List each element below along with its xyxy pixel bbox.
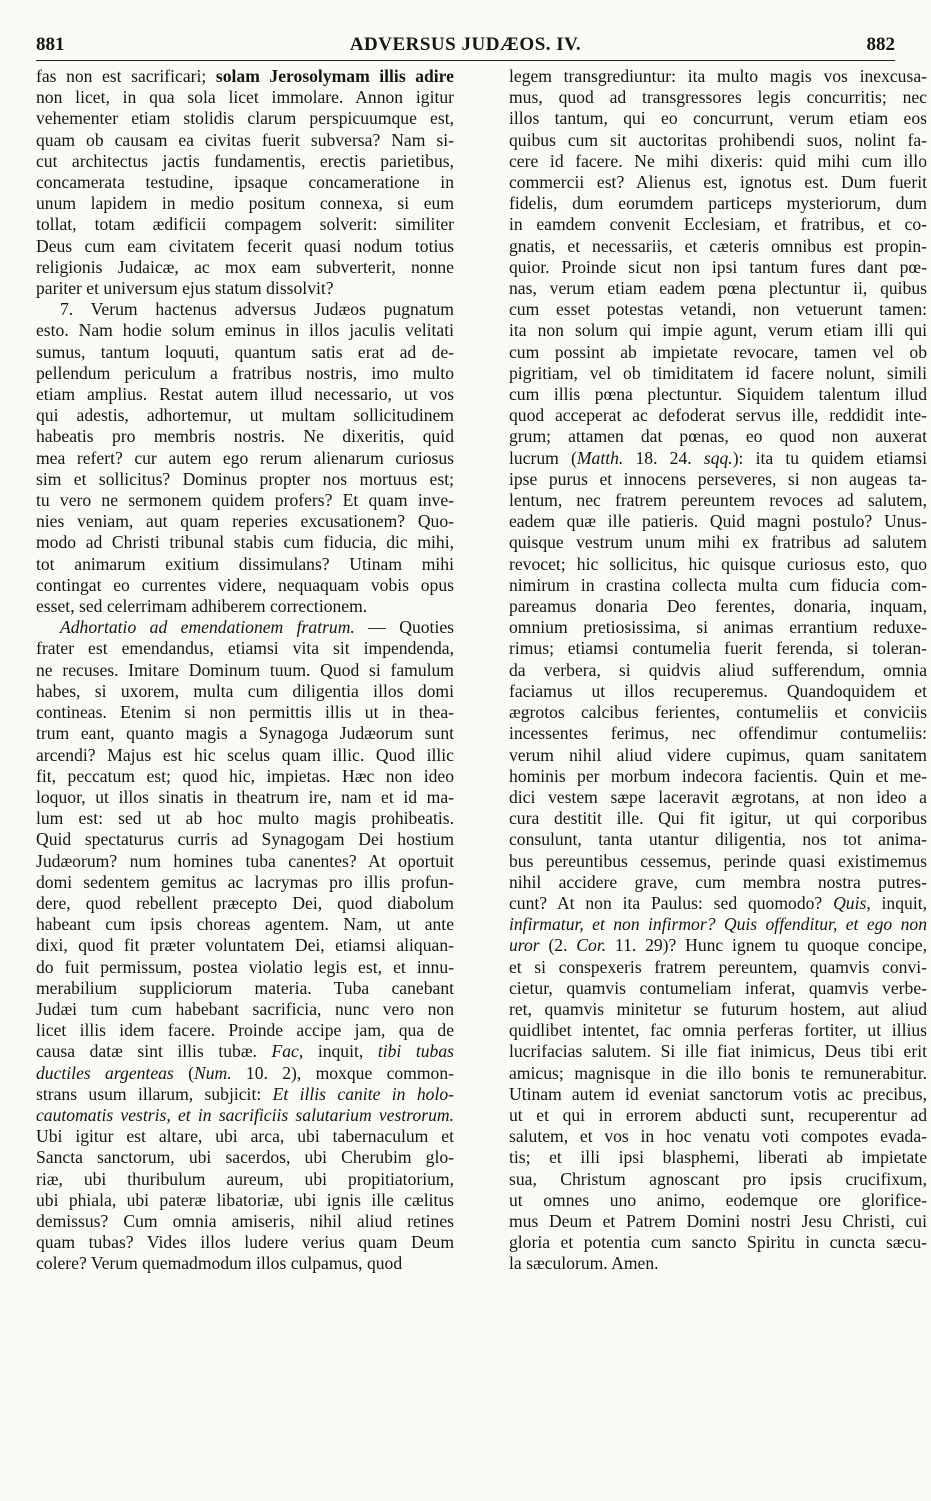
text-segment: revocet; hic sollicitus, hic quisque curiosus esto, quo [509, 553, 927, 574]
text-line [509, 978, 927, 999]
text-line [509, 130, 927, 151]
text-segment: hominis per morbum indecora facientis. Quin et me- [509, 765, 927, 786]
text-segment: esset, sed celerrimam adhiberem correctionem. [36, 596, 368, 617]
text-segment: cum illis pœna plectuntur. Siquidem talentum illud [509, 384, 927, 405]
text-segment: unum lapidem in medio positum connexa, si eum [36, 193, 454, 214]
text-line [36, 660, 454, 681]
text-segment: fas non est sacrificari; [36, 66, 216, 86]
text-segment: quidlibet intentet, fac omnia perferas fortiter, ut illius [509, 1020, 927, 1041]
text-segment: demissus? Cum omnia amiseris, nihil aliud retines [36, 1210, 454, 1231]
text-line [36, 532, 454, 553]
text-line [509, 872, 927, 893]
text-line [36, 363, 454, 384]
text-line [509, 66, 927, 87]
text-line [36, 87, 454, 108]
text-line [509, 1190, 927, 1211]
text-line [509, 1169, 927, 1190]
text-line [36, 1232, 454, 1253]
text-line [36, 66, 454, 87]
text-line [36, 914, 454, 935]
text-segment: 7. Verum hactenus adversus Judæos pugnatum [60, 299, 454, 320]
text-segment: cautomatis vestris, et in sacrificiis salutarium vestrorum. [36, 1104, 454, 1125]
text-segment: tollat, totam ædificii compagem solverit: similiter [36, 214, 454, 235]
text-line [509, 363, 927, 384]
text-line [509, 405, 927, 426]
text-segment: frater est emendandus, etiamsi vita sit impendenda, [36, 638, 454, 659]
text-segment: ut omnes uno animo, eodemque ore glorifice- [509, 1189, 927, 1210]
text-segment: nimirum in crastina collecta multa cum fiducia com- [509, 574, 927, 595]
text-line [36, 872, 454, 893]
text-segment: verum nihil aliud videre cupimus, quam sanitatem [509, 744, 927, 765]
text-line [36, 617, 454, 638]
text-line [509, 511, 927, 532]
text-segment: incessentes ferimus, nec offendimur contumeliis: [509, 723, 927, 744]
text-segment: cunt? At non ita Paulus: sed quomodo? [509, 892, 834, 913]
text-segment: nas, verum etiam eadem pœna plectuntur ii, quibus [509, 278, 927, 299]
text-line [509, 1253, 927, 1274]
text-line [509, 660, 927, 681]
text-line [509, 1041, 927, 1062]
text-line [36, 405, 454, 426]
text-line [36, 1190, 454, 1211]
text-segment: qui adestis, adhortemur, ut multam sollicitudinem [36, 405, 454, 426]
text-line [509, 829, 927, 850]
running-title: ADVERSUS JUDÆOS. IV. [349, 34, 582, 55]
text-segment: omnium pretiosissima, si animas errantium reduxe- [509, 617, 927, 638]
text-line [36, 448, 454, 469]
text-segment: ne recuses. Imitare Dominum tuum. Quod si famulum [36, 659, 454, 680]
text-line [36, 957, 454, 978]
text-segment: dici vestem sæpe laceravit ægrotans, at non ideo a [509, 786, 927, 807]
text-segment: rimus; etiamsi contumelia fuerit ferenda, si toleran- [509, 638, 927, 659]
text-segment: et si conspexeris fratrem pereuntem, quamvis convi- [509, 956, 927, 977]
text-segment: , inquit, [298, 1041, 378, 1062]
text-segment: gnatis, et necessariis, et cæteris omnibus est propin- [509, 235, 927, 256]
text-segment: eadem quæ ille patieris. Quid magni postulo? Unus- [509, 511, 927, 532]
text-segment: causa datæ sint illis tubæ. [36, 1041, 272, 1062]
text-line [36, 1169, 454, 1190]
text-segment: habeant cum ipsis choreas agentem. Nam, ut ante [36, 914, 454, 935]
text-segment: illos tantum, qui eo concurrunt, verum etiam eos [509, 108, 927, 129]
text-segment: religionis Judaicæ, ac mox eam subverterit, nonne [36, 256, 454, 277]
text-segment: solam Jerosolymam illis adire [215, 66, 454, 86]
text-segment: ita non solum qui impie agunt, verum etiam illi qui [509, 320, 927, 341]
text-segment: dixi, quod fit præter voluntatem Dei, etiamsi aliquan- [36, 935, 454, 956]
text-segment: trum eant, quanto magis a Synagoga Judæorum sunt [36, 723, 454, 744]
text-line [509, 236, 927, 257]
text-segment: Sancta sanctorum, ubi sacerdos, ubi Cherubim glo- [36, 1147, 454, 1168]
text-segment: Et illis canite in holo- [272, 1083, 454, 1104]
text-line [509, 1020, 927, 1041]
text-segment: gloria et potentia cum sancto Spiritu in cuncta sæcu- [509, 1232, 927, 1253]
text-segment: infirmatur, et non infirmor? Quis offenditur, et ego non [509, 914, 927, 935]
text-line [509, 638, 927, 659]
text-segment: pariter et universum ejus statum dissolvit? [36, 278, 334, 299]
text-line [36, 320, 454, 341]
text-segment: cere id facere. Ne mihi dixeris: quid mihi cum illo [509, 150, 927, 171]
text-segment: lucrum ( [509, 447, 577, 468]
text-segment: in eamdem convenit Ecclesiam, et fratribus, et co- [509, 214, 927, 235]
text-line [509, 957, 927, 978]
text-line [509, 108, 927, 129]
text-segment: do fuit permissum, postea violatio legis est, et innu- [36, 956, 454, 977]
text-line [36, 469, 454, 490]
text-line [509, 1084, 927, 1105]
text-line [36, 702, 454, 723]
text-segment: Deus cum eam civitatem fecerit quasi nodum totius [36, 235, 454, 256]
text-segment: Num. [193, 1062, 232, 1083]
text-segment: dere, quod rebellent præcepto Dei, quod diabolum [36, 892, 454, 913]
text-line [509, 151, 927, 172]
text-line [509, 257, 927, 278]
text-segment: 10. 2), moxque common- [231, 1062, 454, 1083]
text-line [509, 575, 927, 596]
text-line [509, 681, 927, 702]
text-segment: 11. 29)? Hunc ignem tu quoque concipe, [606, 935, 927, 956]
text-segment: esto. Nam hodie solum eminus in illos jaculis velitati [36, 320, 454, 341]
text-segment: quam ob causam ea civitas fuerit subversa? Nam si- [36, 129, 454, 150]
text-line [36, 1084, 454, 1105]
text-line [36, 1041, 454, 1062]
text-line [509, 299, 927, 320]
text-line [36, 1020, 454, 1041]
text-segment: nihil accidere grave, cum membra nostra putres- [509, 871, 927, 892]
text-line [36, 151, 454, 172]
text-line [36, 193, 454, 214]
text-line [509, 172, 927, 193]
text-segment: cum possint ab impietate revocare, tamen vel ob [509, 341, 927, 362]
text-segment: mus Deum et Patrem Domini nostri Jesu Christi, cui [509, 1210, 927, 1231]
text-line [36, 214, 454, 235]
text-segment: nies veniam, aut quam reperies excusationem? Quo- [36, 511, 454, 532]
text-segment: pellendum periculum a fratribus nostris, imo multo [36, 362, 454, 383]
text-line [509, 999, 927, 1020]
text-segment: non licet, in qua sola licet immolare. Annon igitur [36, 87, 454, 108]
text-segment: arcendi? Majus est hic scelus quam illic. Quod illic [36, 744, 454, 765]
text-line [509, 320, 927, 341]
text-segment: Utinam autem id eveniat sanctorum votis ac precibus, [509, 1083, 927, 1104]
text-segment: ): ita tu quidem etiamsi [732, 447, 927, 468]
text-line [36, 681, 454, 702]
text-segment: Matth. [576, 447, 624, 468]
text-line [36, 384, 454, 405]
text-line [36, 1147, 454, 1168]
text-segment: , inquit, [866, 892, 927, 913]
text-segment: uror [509, 935, 540, 956]
text-line [509, 342, 927, 363]
text-segment: colere? Verum quemadmodum illos culpamus, quod [36, 1253, 403, 1274]
text-segment: lucrifacias salutem. Si ille fiat inimicus, Deus tibi erit [509, 1041, 927, 1062]
text-line [36, 1126, 454, 1147]
text-line [36, 766, 454, 787]
text-segment: lum est: sed ut ab hoc multo magis prohibeatis. [36, 808, 454, 829]
text-segment: ipse purus et innocens perseveres, si non augeas ta- [509, 468, 927, 489]
text-segment: sua, Christum agnoscant pro ipsis crucifixum, [509, 1168, 927, 1189]
text-segment: lentum, nec fratrem pereuntem revoces ad salutem, [509, 490, 927, 511]
text-segment: (2. [539, 935, 577, 956]
text-line [509, 426, 927, 447]
text-line [509, 914, 927, 935]
text-segment: concamerata testudine, ipsaque concameratione in [36, 172, 454, 193]
text-line [509, 1211, 927, 1232]
text-line [509, 851, 927, 872]
right-page-number: 882 [866, 34, 895, 55]
text-line [509, 1232, 927, 1253]
text-segment: da verbera, si quidvis aliud sufferendum, omnia [509, 659, 927, 680]
text-line [509, 935, 927, 956]
text-line [36, 745, 454, 766]
text-segment: legem transgrediuntur: ita multo magis vos inexcusa- [509, 66, 927, 86]
text-segment: contingat eo currentes videre, nequaquam vobis opus [36, 574, 454, 595]
text-line [509, 469, 927, 490]
text-line [36, 596, 454, 617]
text-line [36, 999, 454, 1020]
text-segment: fidelis, dum eorumdem particeps mysteriorum, dum [509, 193, 927, 214]
running-header [36, 34, 895, 61]
text-segment: mus, quod ad transgressores legis concurritis; nec [509, 87, 927, 108]
text-line [36, 278, 454, 299]
text-line [509, 193, 927, 214]
text-line [509, 766, 927, 787]
text-line [36, 1211, 454, 1232]
text-segment: vehementer etiam stolidis clarum perspicuumque est, [36, 108, 454, 129]
text-line [509, 384, 927, 405]
left-page-number: 881 [36, 34, 65, 55]
text-segment: salutem, et vos in hoc venatu voti compotes evada- [509, 1126, 927, 1147]
right-text-column [509, 66, 927, 1275]
text-line [36, 299, 454, 320]
text-segment: modo ad Christi tribunal stabis cum fiducia, dic mihi, [36, 532, 454, 553]
text-segment: tot animarum exitium dissimulans? Utinam mihi [36, 553, 454, 574]
text-segment: Cor. [576, 935, 607, 956]
text-segment: ductiles argenteas [36, 1062, 174, 1083]
text-line [36, 257, 454, 278]
text-line [36, 108, 454, 129]
text-segment: faciamus ut illos recuperemus. Quandoquidem et [509, 680, 927, 701]
text-segment: riæ, ubi thuribulum aureum, ubi propitiatorium, [36, 1168, 454, 1189]
text-segment: pareamus donaria Deo ferentes, donaria, inquam, [509, 596, 927, 617]
text-segment: ubi phiala, ubi pateræ libatoriæ, ubi ignis ille cælitus [36, 1189, 454, 1210]
text-line [36, 1105, 454, 1126]
text-segment: Ubi igitur est altare, ubi arca, ubi tabernaculum et [36, 1126, 454, 1147]
text-segment: la sæculorum. Amen. [509, 1253, 659, 1274]
text-segment: cut architectus jactis fundamentis, erectis parietibus, [36, 150, 454, 171]
text-line [36, 723, 454, 744]
text-segment: mea refert? cur autem ego rerum alienarum curiosus [36, 447, 454, 468]
text-line [509, 1147, 927, 1168]
text-segment: commercii est? Alienus est, ignotus est. Dum fuerit [509, 172, 927, 193]
text-line [509, 1105, 927, 1126]
text-line [36, 808, 454, 829]
text-line [36, 511, 454, 532]
text-line [509, 490, 927, 511]
text-segment: ret, quamvis minitetur se futurum hostem, aut aliud [509, 998, 927, 1019]
text-line [36, 851, 454, 872]
text-segment: loquor, ut illos sinatis in theatrum ire, nam et id ma- [36, 786, 454, 807]
text-line [509, 787, 927, 808]
text-segment: ut et qui in errorem abducti sunt, recuperentur ad [509, 1104, 927, 1125]
text-segment: habes, si uxorem, multa cum diligentia illos domi [36, 680, 454, 701]
text-line [36, 236, 454, 257]
text-segment: pigritiam, vel ob timiditatem id facere nolunt, simili [509, 362, 927, 383]
text-segment: 18. 24. [623, 447, 704, 468]
text-segment: tis; et illi ipsi blasphemi, liberati ab impietate [509, 1147, 927, 1168]
text-line [36, 935, 454, 956]
text-segment: sqq. [703, 447, 733, 468]
text-line [509, 554, 927, 575]
text-segment: quior. Proinde sicut non ipsi tantum fures dant pœ- [509, 256, 927, 277]
text-line [36, 1063, 454, 1084]
text-line [509, 702, 927, 723]
text-segment: Adhortatio ad emendationem fratrum. [60, 617, 355, 638]
text-segment: contineas. Etenim si non permittis illis ut in thea- [36, 702, 454, 723]
text-segment: tu vero ne sermonem quidem profers? Et quam inve- [36, 490, 454, 511]
text-segment: ægrotos calcibus ferientes, contumeliis et conviciis [509, 702, 927, 723]
text-segment: quod acceperat ac defoderat servus ille, reddidit inte- [509, 405, 927, 426]
text-segment: Fac [271, 1041, 299, 1062]
text-line [509, 723, 927, 744]
text-segment: strans usum illarum, subjicit: [36, 1083, 273, 1104]
text-line [509, 87, 927, 108]
text-line [36, 787, 454, 808]
text-line [36, 342, 454, 363]
text-segment: cum esset potestas vetandi, non vetuerunt tamen: [509, 299, 927, 320]
text-line [36, 130, 454, 151]
text-segment: ( [173, 1062, 194, 1083]
text-segment: Judæi tum cum habebant sacrificia, nunc vero non [36, 998, 454, 1019]
text-line [36, 426, 454, 447]
text-line [509, 617, 927, 638]
text-segment: amicus; magnisque in die illo bonis te remunerabitur. [509, 1062, 927, 1083]
text-line [36, 893, 454, 914]
text-line [509, 532, 927, 553]
text-segment: etiam amplius. Restat autem illud necessario, ut vos [36, 384, 454, 405]
text-segment: cietur, quamvis contumeliam inferat, quamvis verbe- [509, 977, 927, 998]
text-segment: domi sedentem gemitus ac lacrymas pro illis profun- [36, 871, 454, 892]
text-line [509, 1126, 927, 1147]
text-segment: sim et sollicitus? Dominus propter nos mortuus est; [36, 468, 454, 489]
text-line [36, 1253, 454, 1274]
text-segment: Quid spectaturus curris ad Synagogam Dei hostium [36, 829, 454, 850]
text-line [509, 596, 927, 617]
text-line [509, 745, 927, 766]
text-line [509, 893, 927, 914]
text-line [36, 638, 454, 659]
text-line [36, 490, 454, 511]
text-segment: sumus, tantum loquuti, quantum satis erat ad de- [36, 341, 454, 362]
text-line [509, 214, 927, 235]
text-segment: habeatis pro membris nostris. Ne dixeritis, quid [36, 426, 454, 447]
text-line [36, 829, 454, 850]
text-segment: consulunt, tanta utantur diligentia, nos tot anima- [509, 829, 927, 850]
text-segment: quisque vestrum unum mihi ex fratribus ad salutem [509, 532, 927, 553]
text-segment: cura destitit ille. Qui fit igitur, ut qui corporibus [509, 808, 927, 829]
text-segment: licet illis idem facere. Proinde accipe jam, qua de [36, 1020, 454, 1041]
text-line [36, 575, 454, 596]
text-line [509, 1063, 927, 1084]
text-segment: fit, peccatum est; quod hic, impietas. Hæc non ideo [36, 765, 454, 786]
text-line [509, 808, 927, 829]
text-line [36, 554, 454, 575]
left-text-column [36, 66, 454, 1275]
text-segment: Quis [833, 892, 867, 913]
text-segment: quibus cum sit auctoritas prohibendi suos, nolint fa- [509, 129, 927, 150]
text-line [509, 278, 927, 299]
text-line [36, 978, 454, 999]
text-segment: — Quoties [354, 617, 454, 638]
text-segment: tibi tubas [377, 1041, 454, 1062]
text-line [36, 172, 454, 193]
text-segment: grum; attamen dat pœnas, eo quod non auxerat [509, 426, 927, 447]
text-segment: bus pereuntibus cessemus, perinde quasi existimemus [509, 850, 927, 871]
text-segment: Judæorum? num homines tuba canentes? At oportuit [36, 850, 454, 871]
text-segment: quam tubas? Vides illos ludere verius quam Deum [36, 1232, 454, 1253]
text-segment: merabilium suppliciorum materia. Tuba canebant [36, 977, 454, 998]
text-line [509, 448, 927, 469]
